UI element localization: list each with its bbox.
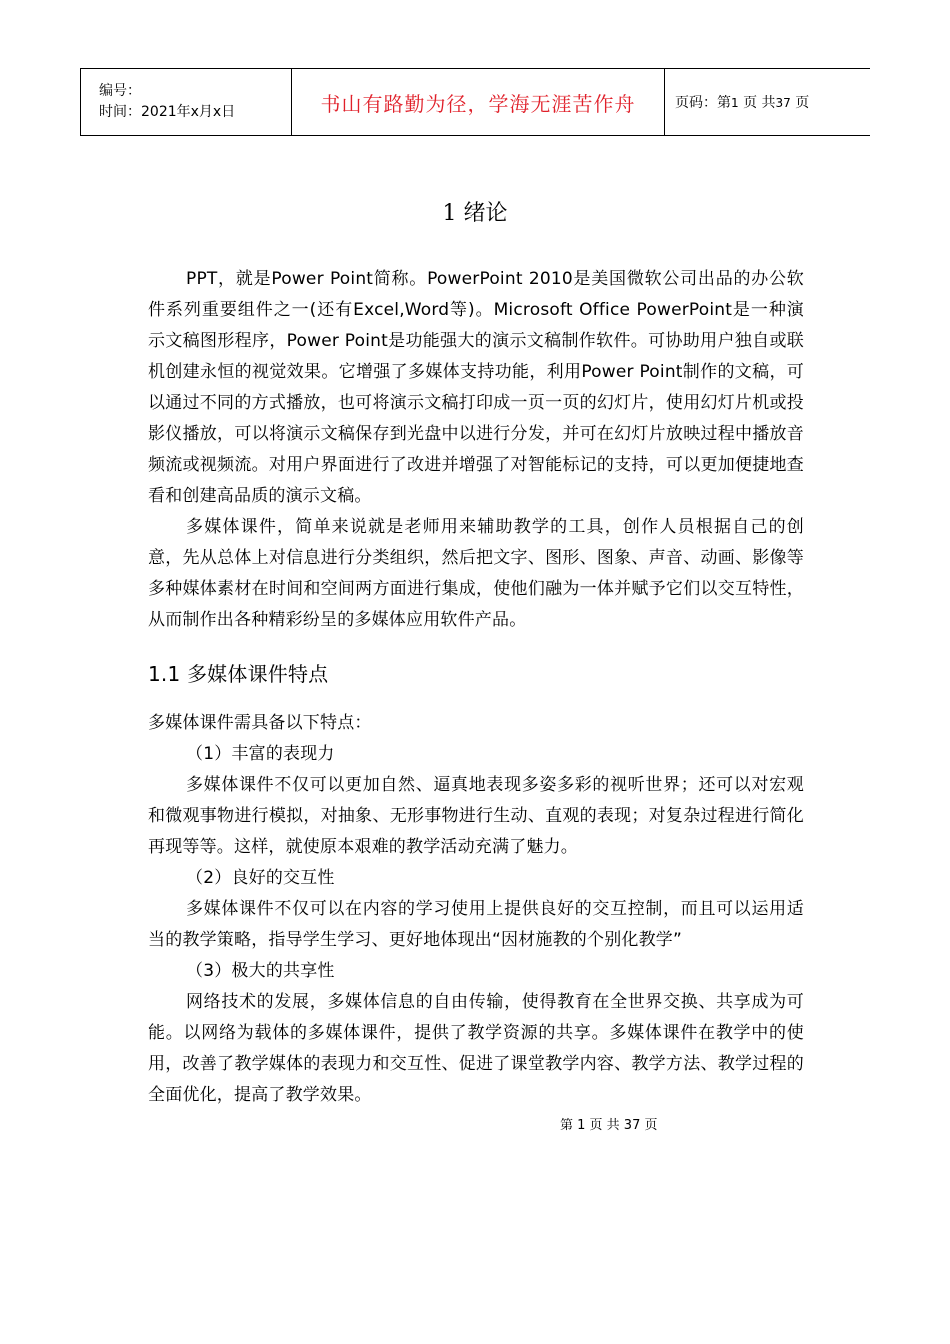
paragraph-multimedia-courseware: 多媒体课件，简单来说就是老师用来辅助教学的工具，创作人员根据自己的创意，先从总体上对信息进行分类组织，然后把文字、图形、图象、声音、动画、影像等多种媒体素材在时间和空间两方面进行集成，使他们融为一体并赋予它们以交互特性，从而制作出各种精彩纷呈的多媒体应用软件产品。 [148,517,804,630]
section-intro: 多媒体课件需具备以下特点： [148,713,372,733]
page-suffix: 页 [795,95,810,111]
document-date-label: 时间：2021年x月x日 [99,104,236,120]
feature-text-sharing: 网络技术的发展，多媒体信息的自由传输，使得教育在全世界交换、共享成为可能。以网络为载体的多媒体课件，提供了教学资源的共享。多媒体课件在教学中的使用，改善了教学媒体的表现力和交互性、促进了课堂教学内容、教学方法、教学过程的全面优化，提高了教学效果。 [148,992,804,1105]
feature-text-expressiveness: 多媒体课件不仅可以更加自然、逼真地表现多姿多彩的视听世界；还可以对宏观和微观事物进行模拟，对抽象、无形事物进行生动、直观的表现；对复杂过程进行简化再现等等。这样，就使原本艰难的教学活动充满了魅力。 [148,775,804,857]
feature-text-interactivity: 多媒体课件不仅可以在内容的学习使用上提供良好的交互控制，而且可以运用适当的教学策略，指导学生学习、更好地体现出“因材施教的个别化教学” [148,899,804,950]
page-current: 1 [731,96,739,110]
feature-label-expressiveness: （1）丰富的表现力 [186,744,335,764]
header-page-info [665,69,871,136]
section-heading: 1.1 多媒体课件特点 [148,662,329,686]
document-header [80,68,870,136]
page-middle: 页 共 [743,95,776,111]
paragraph-ppt-intro: PPT，就是Power Point简称。PowerPoint 2010是美国微软公司出品的办公软件系列重要组件之一(还有Excel,Word等)。Microsoft Office PowerPoint是一种演示文稿图形程序，Power Point是功能强大的演示文稿制作软件。可协助用户独自或联机创建永恒的视觉效果。它增强了多媒体支持功能，利用Power Point制作的文稿，可以通过不同的方式播放，也可将演示文稿打印成一页一页的幻灯片，使用幻灯片机或投影仪播放，可以将演示文稿保存到光盘中以进行分发，并可在幻灯片放映过程中播放音频流或视频流。对用户界面进行了改进并增强了对智能标记的支持，可以更加便捷地查看和创建高品质的演示文稿。 [148,269,804,506]
page-footer: 第 1 页 共 37 页 [560,1118,658,1133]
chapter-title: 1 绪论 [442,201,508,226]
document-body [148,264,804,1111]
document-number-label: 编号： [99,83,141,99]
page-total: 37 [775,96,791,110]
header-motto: 书山有路勤为径，学海无涯苦作舟 [292,69,665,136]
feature-label-sharing: （3）极大的共享性 [186,961,335,981]
page-prefix: 页码：第 [675,95,731,111]
feature-label-interactivity: （2）良好的交互性 [186,868,335,888]
header-info-cell [81,69,292,136]
